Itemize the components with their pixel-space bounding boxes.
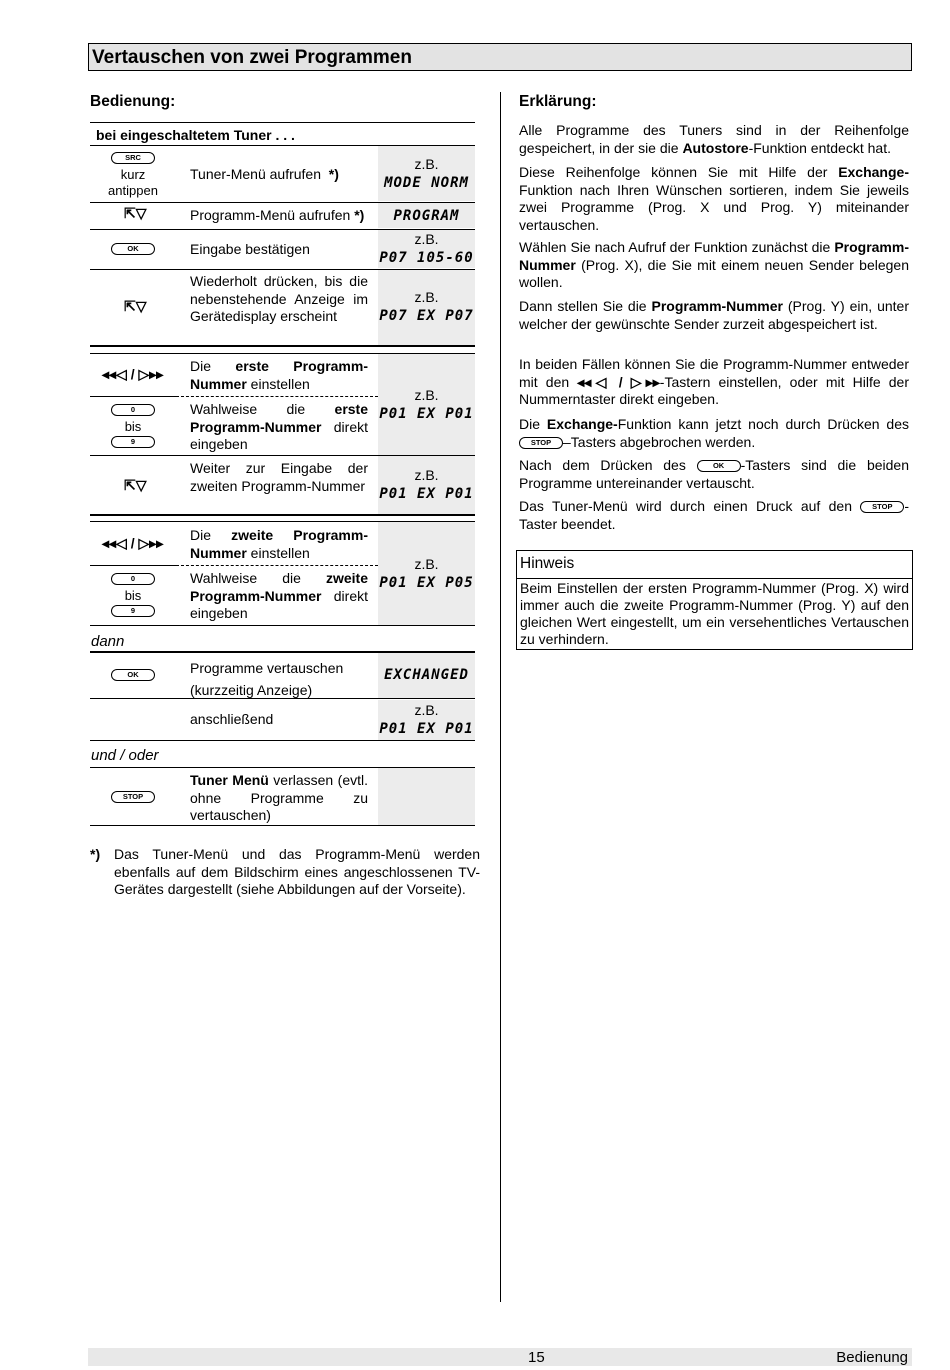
row-line	[90, 345, 475, 347]
dann-label: dann	[91, 633, 125, 650]
row-line	[90, 269, 475, 270]
row-text: Tuner Menü verlassen (evtl. ohne Programme zu vertauschen)	[190, 772, 368, 823]
hint-divider	[517, 578, 912, 579]
program-menu-icon: ⇱▽	[124, 477, 147, 493]
bis-label: bis	[124, 588, 142, 603]
hint-title: Hinweis	[520, 555, 575, 572]
stop-button: STOP	[111, 791, 155, 803]
dashed-separator	[176, 565, 378, 566]
display-text: P01 EX P05	[379, 575, 474, 591]
page-title-bar	[88, 43, 912, 71]
display-text: P07 EX P07	[379, 308, 474, 324]
display-text: P01 EX P01	[379, 406, 474, 422]
row-line	[90, 396, 176, 397]
explanation-paragraph: Die Exchange-Funktion kann jetzt noch durch Drücken des STOP –Tasters abgebrochen werden.	[519, 416, 909, 450]
digit-0-button: 0	[111, 404, 155, 416]
zb-label: z.B.	[414, 556, 439, 572]
row-text: Wahlweise die zweite Programm-Nummer direkt eingeben	[190, 570, 368, 621]
zb-label: z.B.	[414, 231, 439, 247]
display-text: P01 EX P01	[379, 486, 474, 502]
row-line	[90, 625, 475, 626]
skip-buttons-icon: ◂◂◁ / ▷▸▸	[102, 535, 164, 551]
column-divider	[500, 92, 501, 1302]
row-line	[90, 698, 475, 699]
ok-button: OK	[111, 669, 155, 681]
digit-0-button: 0	[111, 573, 155, 585]
display-cell	[378, 456, 475, 514]
explanation-paragraph: Diese Reihenfolge können Sie mit Hilfe der Exchange-Funktion nach Ihren Wünschen sortieren, indem Sie jeweils zwei Programme (Prog. X und Prog. Y) miteinander vertauschen.	[519, 164, 909, 233]
row-line	[90, 202, 475, 203]
display-text: P01 EX P01	[379, 721, 474, 737]
row-text: Programm-Menü aufrufen *)	[190, 207, 365, 223]
ok-button: OK	[111, 243, 155, 255]
display-text: MODE NORM	[384, 175, 469, 191]
row-text: anschließend	[190, 711, 274, 727]
right-heading: Erklärung:	[519, 93, 597, 110]
dashed-separator	[176, 396, 378, 397]
hint-box	[516, 550, 913, 650]
zb-label: z.B.	[414, 387, 439, 403]
display-text: PROGRAM	[393, 208, 460, 224]
footnote-marker: *)	[90, 846, 101, 862]
explanation-paragraph: Dann stellen Sie die Programm-Nummer (Prog. Y) ein, unter welcher der gewünschte Sender zurzeit abgespeichert ist.	[519, 298, 909, 332]
program-menu-icon: ⇱▽	[124, 205, 147, 221]
left-heading: Bedienung:	[90, 93, 176, 110]
explanation-paragraph: Nach dem Drücken des OK -Tasters sind die beiden Programme untereinander vertauscht.	[519, 457, 909, 491]
zb-label: z.B.	[414, 702, 439, 718]
row-text: Wahlweise die erste Programm-Nummer direkt eingeben	[190, 401, 368, 452]
footnote-text: Das Tuner-Menü und das Programm-Menü werden ebenfalls auf dem Bildschirm eines angeschlossenen TV-Gerätes dargestellt (siehe Abbildungen auf der Vorseite).	[114, 846, 480, 897]
src-button: SRC	[111, 152, 155, 164]
table-top-line	[90, 122, 475, 123]
row-line	[90, 565, 176, 566]
row-text: Die zweite Programm-Nummer einstellen	[190, 527, 368, 561]
skip-buttons-icon: ◂◂◁ / ▷▸▸	[102, 366, 164, 382]
table-header: bei eingeschaltetem Tuner . . .	[96, 127, 295, 143]
row-text: Weiter zur Eingabe der zweiten Programm-Nummer	[190, 460, 368, 494]
display-cell	[378, 768, 475, 825]
kurz-label: kurz	[120, 167, 146, 182]
display-cell	[378, 522, 475, 625]
explanation-paragraph: Das Tuner-Menü wird durch einen Druck auf den STOP -Taster beendet.	[519, 498, 909, 532]
explanation-paragraph: Wählen Sie nach Aufruf der Funktion zunächst die Programm-Nummer (Prog. X), die Sie mit einem neuen Sender belegen wollen.	[519, 239, 909, 290]
page-title: Vertauschen von zwei Programmen	[92, 47, 412, 68]
stop-button-inline: STOP	[860, 501, 904, 513]
ok-button-inline: OK	[697, 460, 741, 472]
antippen-label: antippen	[108, 183, 158, 198]
footer-bar	[88, 1348, 912, 1366]
row-line	[90, 521, 475, 522]
row-line	[90, 651, 475, 653]
display-cell	[378, 146, 475, 201]
row-text: Die erste Programm-Nummer einstellen	[190, 358, 368, 392]
row-line	[90, 767, 475, 768]
display-text: EXCHANGED	[384, 667, 469, 683]
row-line	[90, 740, 475, 741]
row-text: Eingabe bestätigen	[190, 241, 310, 257]
stop-button-inline: STOP	[519, 437, 563, 449]
digit-9-button: 9	[111, 436, 155, 448]
explanation-paragraph: Alle Programme des Tuners sind in der Reihenfolge gespeichert, in der sie die Autostore-Funktion entdeckt hat.	[519, 122, 909, 156]
hint-text: Beim Einstellen der ersten Programm-Nummer (Prog. X) wird immer auch die zweite Programm-Nummer (Prog. Y) auf den gleichen Wert eingestellt, um ein versehentliches Vertauschen zu verhindern.	[520, 580, 909, 647]
display-text: P07 105-60	[379, 250, 474, 266]
zb-label: z.B.	[414, 289, 439, 305]
row-line	[90, 455, 475, 456]
zb-label: z.B.	[414, 156, 439, 172]
row-text: Tuner-Menü aufrufen *)	[190, 166, 339, 182]
zb-label: z.B.	[414, 467, 439, 483]
skip-buttons-icon: ◂◂◁ / ▷▸▸	[577, 373, 660, 390]
bis-label: bis	[124, 419, 142, 434]
page-number: 15	[528, 1349, 545, 1366]
program-menu-icon: ⇱▽	[124, 298, 147, 314]
digit-9-button: 9	[111, 605, 155, 617]
row-line	[90, 514, 475, 516]
row-text: Programme vertauschen (kurzzeitig Anzeige)	[190, 660, 344, 698]
und-oder-label: und / oder	[91, 747, 159, 764]
section-name: Bedienung	[836, 1349, 908, 1366]
display-cell	[378, 354, 475, 455]
row-line	[90, 825, 475, 826]
explanation-paragraph: In beiden Fällen können Sie die Programm-Nummer entweder mit den ◂◂◁ / ▷▸▸-Tastern einstellen, oder mit Hilfe der Nummerntaster direkt eingeben.	[519, 356, 909, 407]
row-line	[90, 229, 475, 230]
row-text: Wiederholt drücken, bis die nebenstehende Anzeige im Gerätedisplay erscheint	[190, 273, 368, 324]
row-line	[90, 353, 475, 354]
